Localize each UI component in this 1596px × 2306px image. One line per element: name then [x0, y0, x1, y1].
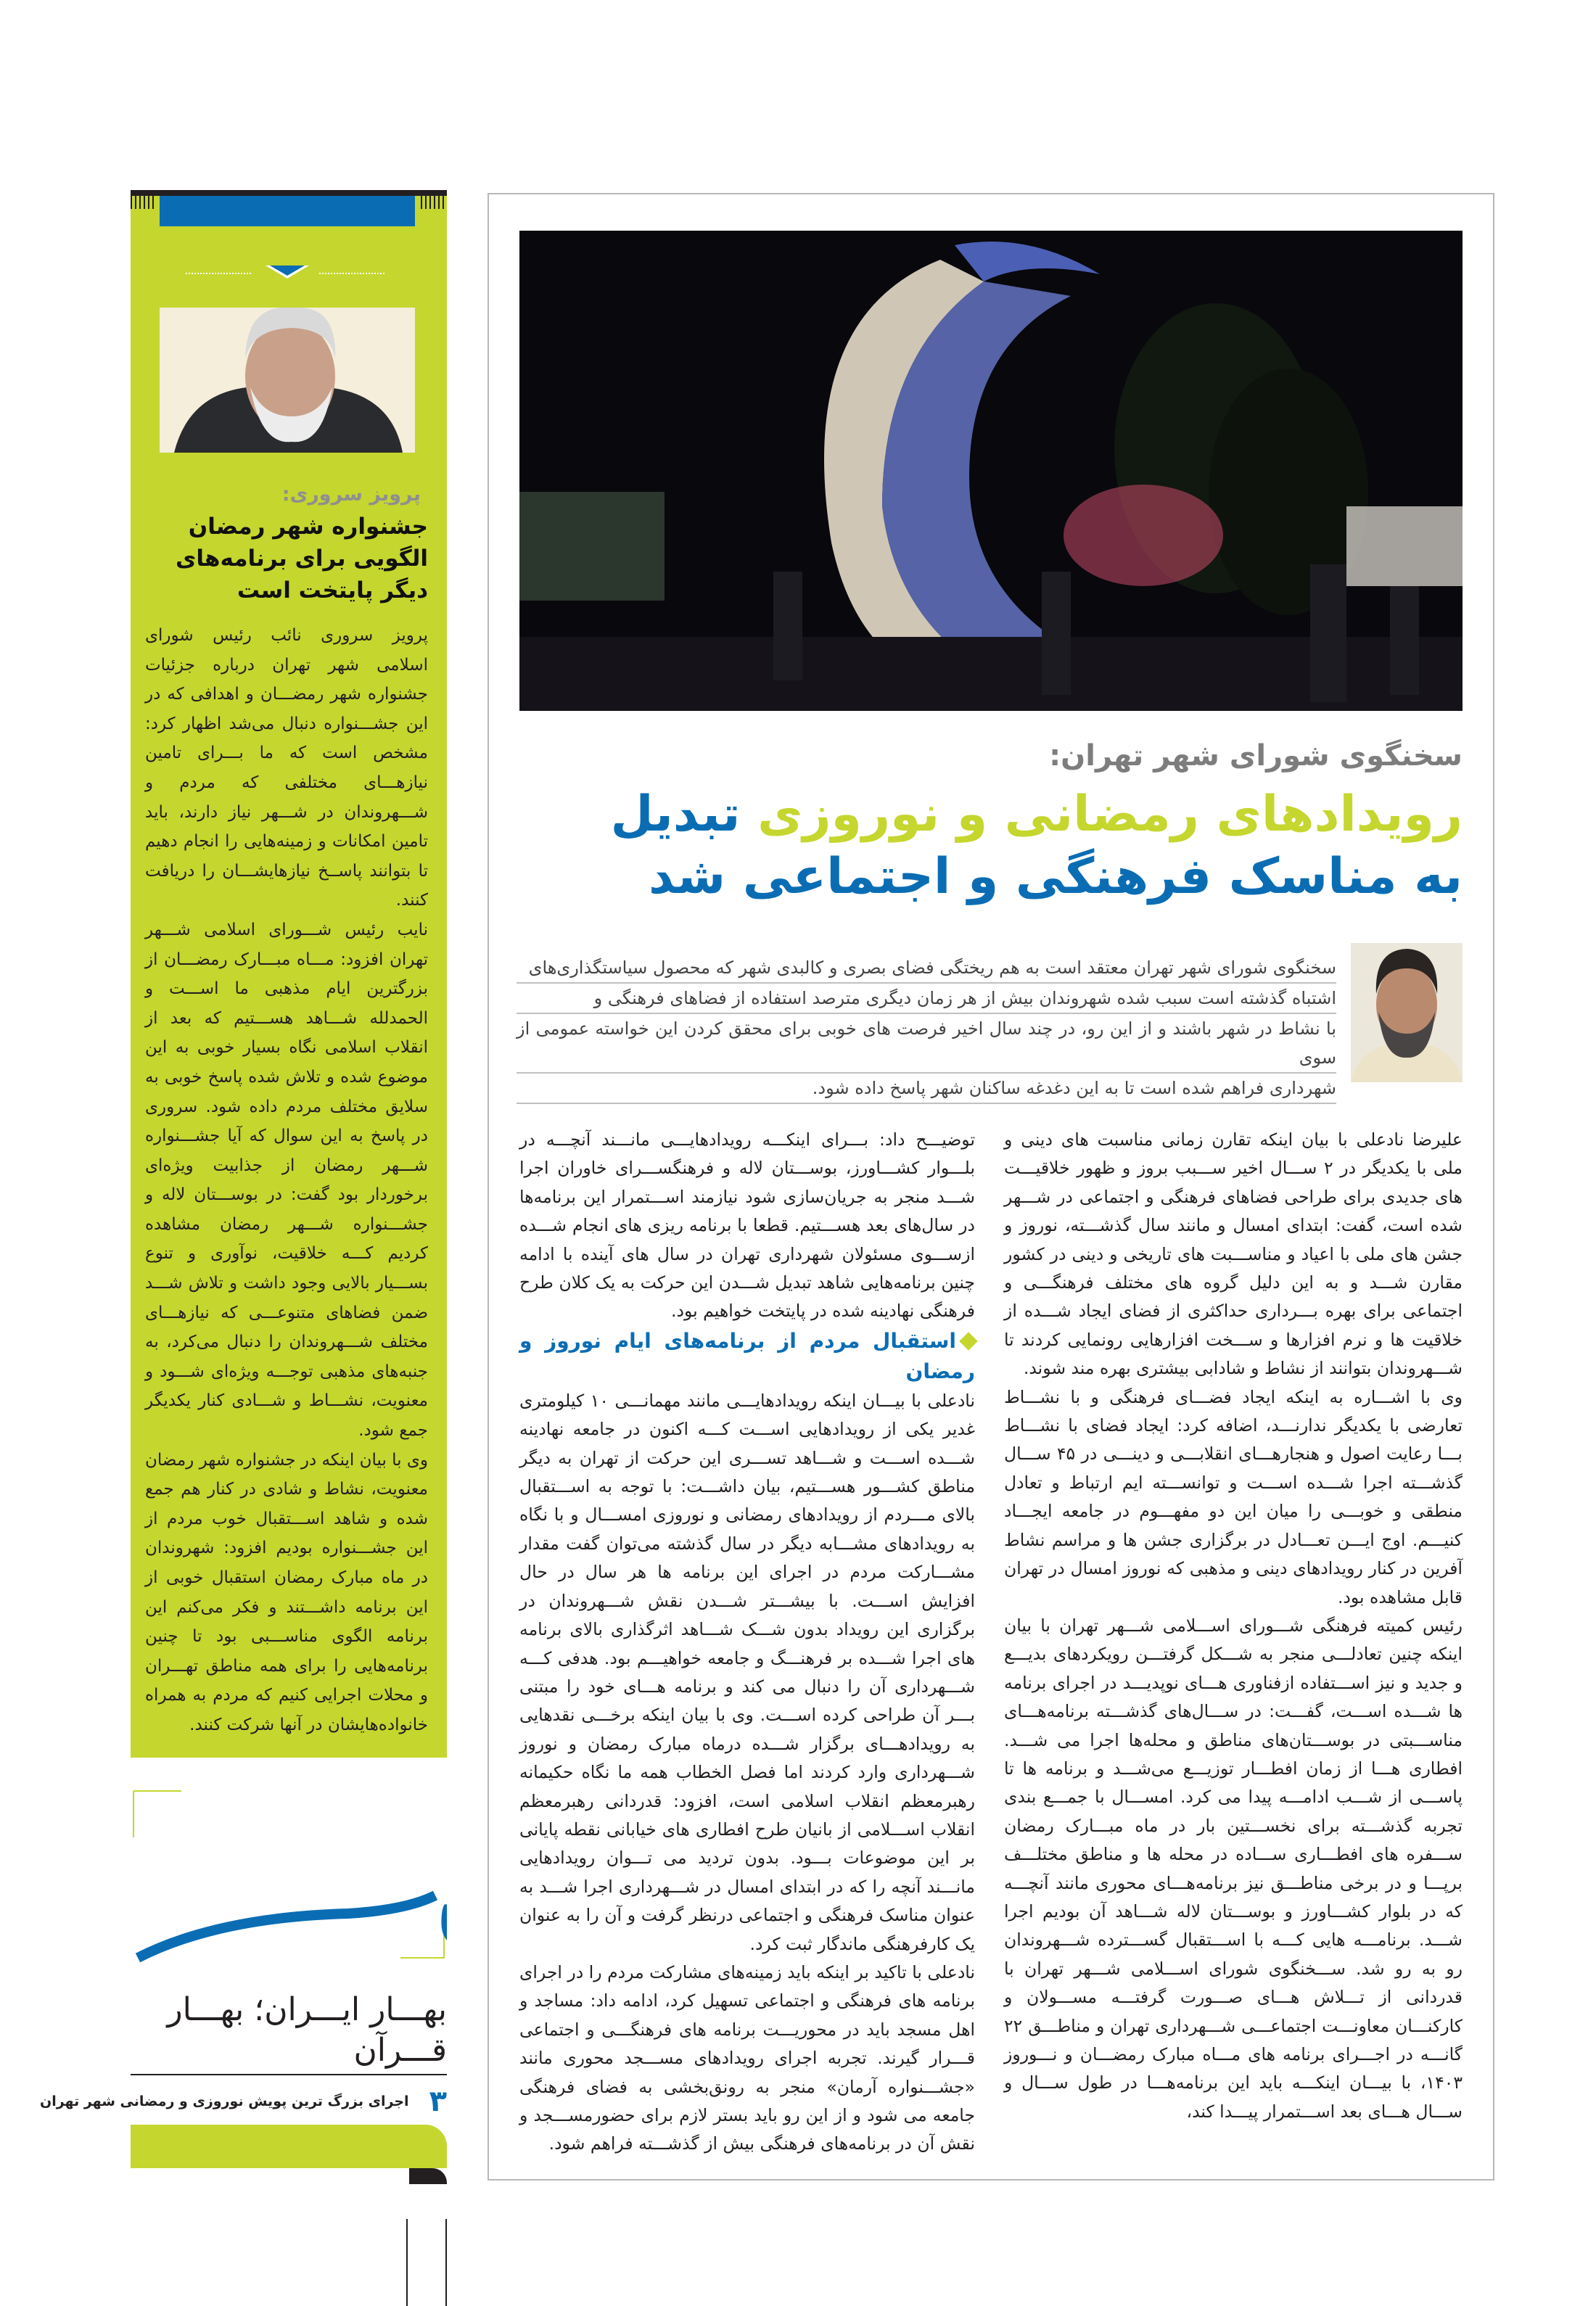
shahr-arman-logo: [131, 1787, 447, 1975]
paragraph: وی با بیان اینکه در جشنواره شهر رمضان معنویت، نشاط و شادی در کنار هم جمع شده و شاهد اســـتقبال خوب مردم از این جشـــنواره بودیم افزود: شهروندان در ماه مبارک رمضان استقبال خوبی از این برنامه داشـــتند و فکر می‌کنم این برنامه الگوی مناســـبی بود تا چنین برنامه‌هایی را برای همه مناطق تهـــران و محلات اجرایی کنیم که مردم به همراه خانواده‌هایشان در آنها شرکت کنند.: [145, 1450, 428, 1734]
paragraph: رئیس کمیته فرهنگی شـــورای اســـلامی شـــهر تهران با بیان اینکه چنین تعادلـــی منجر به شـــکل گرفتـــن رویکردهای بدیـــع و جدید و نیز اســـتفاده ازفناوری هـــای نوپدیـــد در اجرای برنامه ها شـــده اســـت، گفـــت: در ســـال‌های گذشـــته برنامه‌هـــای مناســـبتی در بوســـتان‌های مناطق و محله‌ها اجرا می شـــد. افطاری هـــا از زمان افطـــار توزیـــع می‌شـــد و برنامه ها تا پاســـی از شـــب ادامـــه پیدا می کرد. امســـال با جمـــع بندی تجربه گذشـــته برای نخســـتین بار در ماه مبـــارک رمضان ســـفره های افطـــاری ســـاده در محله ها و مناطق مختلـــف برپـــا و در برخی مناطـــق نیز برنامه‌هـــای محوری مانند آنچـــه که در بلوار کشـــاورز و بوســـتان لاله شـــاهد آن بودیم اجرا شـــد. برنامـــه هایی کـــه با اســـتقبال گســـترده شـــهروندان رو به رو شد. ســـخنگوی شورای اســـلامی شـــهر تهران با قدردانی از تـــلاش هـــای صـــورت گرفتـــه مســـولان و کارکنـــان معاونـــت اجتماعـــی شـــهرداری تهران و مناطـــق ۲۲ گانـــه در اجـــرای برنامه های مـــاه مبارک رمضـــان و نـــوروز ۱۴۰۳، با بیـــان اینکـــه باید این برنامه‌هـــا در طول ســـال و ســـال هـــای بعد اســـتمرار پیـــدا کند،: [1004, 1615, 1463, 2122]
decorative-ticks: [421, 196, 447, 209]
article-column-right: [1004, 1126, 1463, 2126]
speaker-portrait: [1351, 943, 1463, 1082]
hero-photo: [519, 231, 1463, 711]
logo-text: [435, 1825, 447, 1960]
sidebar-blue-band: [160, 196, 415, 226]
headline-line-2: به مناسک فرهنگی و اجتماعی شد: [649, 848, 1463, 905]
sidebar-title: جشنواره شهر رمضان الگویی برای برنامه‌های دیگر پایتخت است: [175, 514, 428, 604]
footer-black-tab: [409, 2168, 447, 2184]
dotted-divider: [319, 273, 384, 274]
section-subhead: [519, 1326, 975, 1387]
footer-green-bar: [131, 2125, 447, 2168]
sidebar-top-rule: [131, 190, 447, 196]
sidebar-body: [145, 621, 428, 1740]
sidebar-kicker: پرویز سروری:: [281, 483, 421, 506]
slogan: بهـــار ایـــران؛ بهـــار قـــرآن: [131, 1990, 447, 2075]
lead-line: اشتباه گذشته است سبب شده شهروندان بیش از هر زمان دیگری مترصد استفاده از فضاهای فرهنگی و: [517, 984, 1336, 1014]
paragraph: توضیـــح داد: بـــرای اینکـــه رویدادهایـــی مانـــند آنچـــه در بلـــوار کشـــاورز، بوســـتان لاله و فرهنگســـرای خاوران اجرا شـــد منجر به جریان‌سازی شود نیازمند اســـتمرار این برنامه‌ها در سال‌های بعد هســـتیم. قطعا با برنامه ریزی های انجام شـــده ازســـوی مسئولان شهرداری تهران در سال های آینده با ادامه چنین برنامه‌هایی شاهد تبدیل شـــدن این حرکت به یک کلان طرح فرهنگی نهادینه شده در پایتخت خواهیم بود.: [519, 1129, 975, 1322]
page-number: ۳: [429, 2085, 447, 2118]
decorative-ticks: [131, 196, 157, 209]
headline-part-green: رویدادهای رمضانی و نوروزی: [757, 786, 1463, 843]
lead-line: سخنگوی شورای شهر تهران معتقد است به هم ریختگی فضای بصری و کالبدی شهر که محصول سیاستگذاری‌های: [517, 953, 1336, 984]
page-footer: [39, 2085, 447, 2118]
article-lead: [517, 953, 1336, 1104]
sidebar-portrait-photo: [160, 308, 415, 453]
paragraph: نادعلی با تاکید بر اینکه باید زمینه‌های مشارکت مردم را در اجرای برنامه های فرهنگی و اجتماعی تسهیل کرد، ادامه داد: مساجد و اهل مسجد باید در محوریـــت برنامه های فرهنگـــی و اجتماعی قـــرار گیرند. تجربه اجرای رویدادهای مســـجد محوری مانند «جشـــنواره آرمان» منجر به رونق‌بخشی به فضای فرهنگی جامعه می شود و از این رو باید بستر لازم برای حضورمســـجد و نقش آن در برنامه‌های فرهنگی بیش از گذشـــته فراهم شود.: [519, 1961, 975, 2154]
subhead-text: استقبال مردم از برنامه‌های ایام نوروز و رمضان: [519, 1328, 975, 1383]
headline-part-blue: تبدیل: [610, 786, 741, 843]
article-column-left: [519, 1126, 975, 2159]
paragraph: پرویز سروری نائب رئیس شورای اسلامی شهر تهران درباره جزئیات جشنواره شهر رمضـــان و اهدافی که در این جشـــنواره دنبال می‌شد اظهار کرد: مشخص است که ما بـــرای تامین نیازهـــای مختلفی که مردم و شـــهروندان در شـــهر نیاز دارند، باید تامین امکانات و زمینه‌هایی را انجام دهیم تا بتوانند پاســخ نیازهایشـــان را دریافت کنند.: [145, 626, 428, 910]
paragraph: نایب رئیس شـــورای اسلامی شـــهر تهران افزود: مـــاه مبـــارک رمضـــان از بزرگترین ایام مذهبی ما اســـت و الحمدلله شـــاهد هســـتیم که بعد از انقلاب اسلامی نگاه بسیار خوبی به این موضوع شده و تلاش شده پاسخ خوبی به سلایق مختلف مردم داده شود. سروری در پاسخ به این سوال که آیا جشـــنواره شـــهر رمضان از جذابیت ویژه‌ای برخوردار بود گفت: در بوســـتان لاله و جشـــنواره شـــهر رمضان مشاهده کردیم کـــه خلاقیت، نوآوری و تنوع بســـیار بالایی وجود داشت و تلاش شـــد ضمن فضاهای متنوعـــی که نیازهـــای مختلف شـــهروندان را دنبال می‌کرد، به جنبه‌های مذهبی توجـــه ویژه‌ای شـــود و معنویت، نشـــاط و شـــادی کنار یکدیگر جمع شود.: [145, 920, 428, 1441]
chevron-down-icon: [266, 265, 309, 283]
decorative-line: [406, 2219, 408, 2306]
article-headline: [519, 783, 1463, 908]
footer-text: اجرای بزرگ ترین پویش نوروزی و رمضانی شهر تهران: [39, 2093, 409, 2109]
paragraph: علیرضا نادعلی با بیان اینکه تقارن زمانی مناسبت های دینی و ملی با یکدیگر در ۲ ســـال اخیر ســـبب بروز و ظهور خلاقیـــت های جدیدی برای طراحی فضاهای فرهنگی و اجتماعی در شـــهر شده است، گفت: ابتدای امسال و مانند سال گذشـــته، نوروز و جشن های ملی با اعیاد و مناســـبت های تاریخی و دینی در کشور مقارن شـــد و به این دلیل گروه های مختلف فرهنگـــی و اجتماعی برای بهره بـــرداری حداکثری از فضای ایجاد شـــده از خلاقیت ها و نرم افزارها و ســـخت افزارهایی رونمایی کردند تا شـــهروندان بتوانند از نشاط و شادابی بیشتری بهره مند شوند.: [1004, 1129, 1463, 1379]
article-kicker: سخنگوی شورای شهر تهران:: [1049, 739, 1463, 773]
decorative-line: [445, 2219, 447, 2306]
paragraph: نادعلی با بیـــان اینکه رویدادهایـــی مانند مهمانـــی ۱۰ کیلومتری غدیر یکی از رویدادهایی اســـت کـــه اکنون در جامعه نهادینه شـــده اســـت و شـــاهد تســـری این حرکت از تهران به دیگر مناطق کشـــور هســـتیم، بیان داشـــت: با توجه به اســـتقبال بالای مـــردم از رویدادهای رمضانی و نوروزی امســـال و با نگاه به رویدادهای مشـــابه دیگر در سال گذشته می‌توان گفت مقدار مشـــارکت مردم در اجرای این برنامه ها هر سال در حال افزایش اســـت. با بیشـــتر شـــدن نقش شـــهروندان در برگزاری این رویداد بدون شـــک شـــاهد اثرگذاری بالای برنامه های اجرا شـــده بر فرهنـــگ و جامعه خواهیـــم بود. هدفی کـــه شـــهرداری آن را دنبال می کند و برنامه هـــای خود را مبتنی بـــر آن طراحی کرده اســـت. وی با بیان اینکه برخـــی نقدهایی به رویدادهـــای برگزار شـــده درماه مبارک رمضان و نوروز شـــهرداری وارد کردند اما فصل الخطاب همه ما نگاه حکیمانه رهبرمعظم انقلاب اسلامی است، افزود: قدردانی رهبرمعظم انقلاب اســـلامی از بانیان طرح افطاری های خیابانی نقطه پایانی بر این موضوعات بـــود. بدون تردید می تـــوان رویدادهایی مانـــند آنچه را که در ابتدای امسال در شـــهرداری اجرا شـــد به عنوان مناسک فرهنگی و اجتماعی درنظر گرفت و آن را به عنوان یک کارفرهنگی ماندگار ثبت کرد.: [519, 1390, 975, 1954]
lead-line: با نشاط در شهر باشند و از این رو، در چند سال اخیر فرصت های خوبی برای محقق کردن این خواسته عمومی از سوی: [517, 1014, 1336, 1074]
dotted-divider: [186, 273, 251, 274]
lead-line: شهرداری فراهم شده است تا به این دغدغه ساکنان شهر پاسخ داده شود.: [517, 1074, 1336, 1104]
paragraph: وی با اشـــاره به اینکه ایجاد فضـــای فرهنگی و با نشـــاط تعارضی با یکدیگر ندارنـــد، اضافه کرد: ایجاد فضای با نشـــاط بـــا رعایت اصول و هنجارهـــای انقلابـــی و دینـــی در ۴۵ ســـال گذشـــته اجرا شـــده اســـت و توانســـته ایم ارتباط و تعادل منطقی و خوبـــی را میان این دو مفهـــوم در جامعه ایجـــاد کنیـــم. اوج ایـــن تعـــادل در برگزاری جشن ها و مراسم نشاط آفرین در کنار رویدادهای دینی و مذهبی که نوروز امسال در تهران قابل مشاهده بود.: [1004, 1386, 1463, 1607]
diamond-bullet-icon: [959, 1332, 977, 1350]
